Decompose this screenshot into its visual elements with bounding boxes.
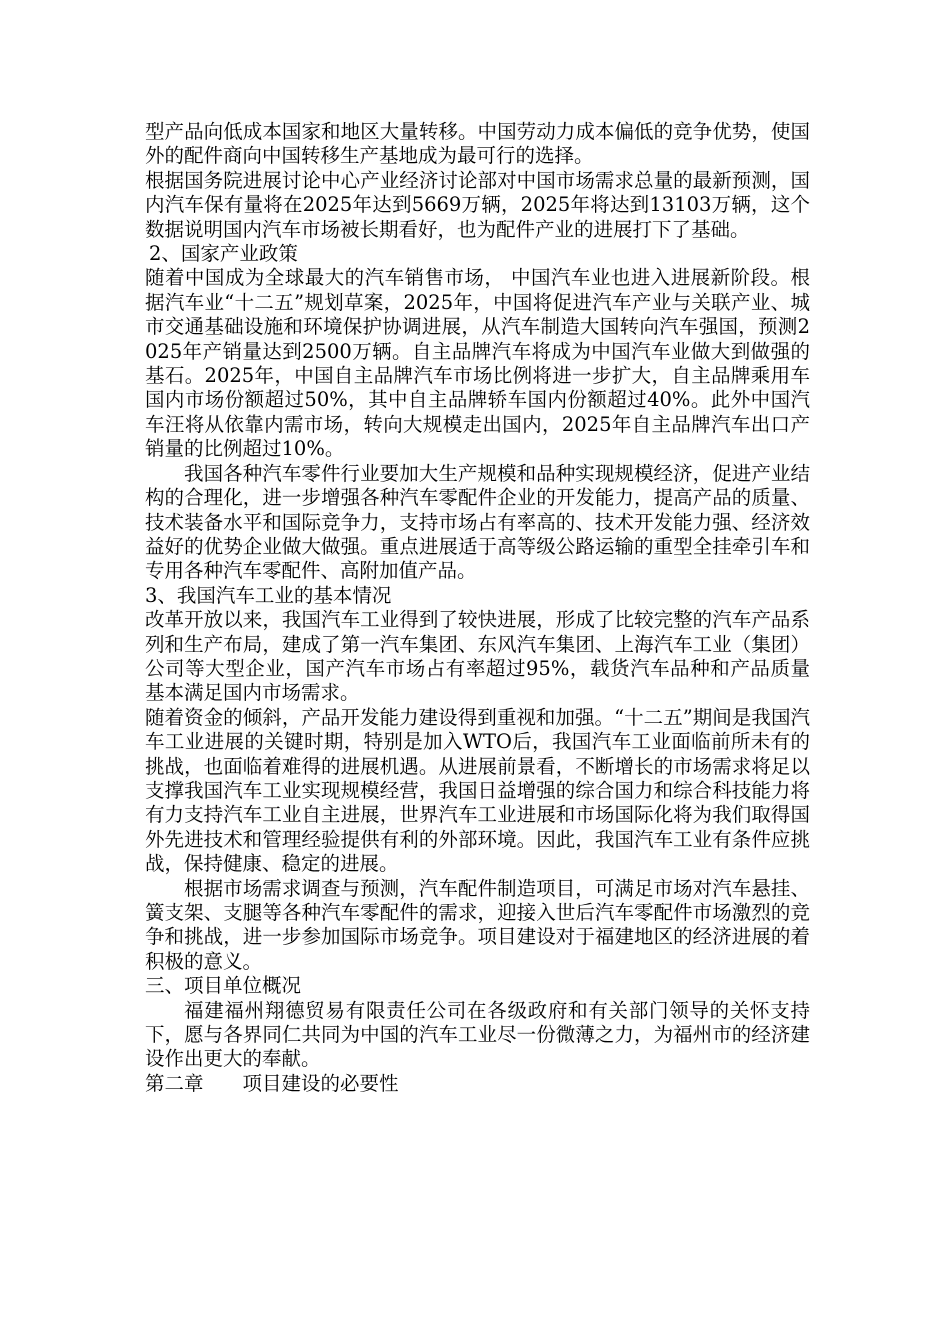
document-body [145, 120, 810, 1096]
paragraph-parts-industry: 我国各种汽车零件行业要加大生产规模和品种实现规模经济，促进产业结构的合理化，进一步增强各种汽车零配件企业的开发能力，提高产品的质量、技术装备水平和国际竞争力，支持市场占有率高的、技术开发能力强、经济效益好的优势企业做大做强。重点进展适于高等级公路运输的重型全挂牵引车和专用各种汽车零配件、高附加值产品。 [145, 461, 810, 583]
section-heading-industry-policy: 2、国家产业政策 [149, 242, 298, 266]
paragraph-market-forecast: 根据国务院进展讨论中心产业经济讨论部对中国市场需求总量的最新预测，国内汽车保有量将在2025年达到5669万辆，2025年将达到13103万辆，这个数据说明国内汽车市场被长期看好，也为配件产业的进展打下了基础。 [145, 168, 810, 241]
paragraph-reform-opening: 改革开放以来，我国汽车工业得到了较快进展，形成了比较完整的汽车产品系列和生产布局，建成了第一汽车集团、东风汽车集团、上海汽车工业（集团）公司等大型企业，国产汽车市场占有率超过95%，载货汽车品种和产品质量基本满足国内市场需求。 [145, 608, 810, 705]
section-heading-basic-situation: 3、我国汽车工业的基本情况 [145, 583, 392, 607]
paragraph-sales-market: 随着中国成为全球最大的汽车销售市场， 中国汽车业也进入进展新阶段。根据汽车业“十二五”规划草案，2025年，中国将促进汽车产业与关联产业、城市交通基础设施和环境保护协调进展，从汽车制造大国转向汽车强国，预测2025年产销量达到2500万辆。自主品牌汽车将成为中国汽车业做大到做强的基石。2025年，中国自主品牌汽车市场比例将进一步扩大，自主品牌乘用车国内市场份额超过50%，其中自主品牌轿车国内份额超过40%。此外中国汽车汪将从依靠内需市场，转向大规模走出国内，2025年自主品牌汽车出口产销量的比例超过10%。 [145, 266, 810, 461]
paragraph-labor-cost: 型产品向低成本国家和地区大量转移。中国劳动力成本偏低的竞争优势，使国外的配件商向中国转移生产基地成为最可行的选择。 [145, 120, 810, 168]
paragraph-demand-forecast: 根据市场需求调查与预测，汽车配件制造项目，可满足市场对汽车悬挂、簧支架、支腿等各种汽车零配件的需求，迎接入世后汽车零配件市场激烈的竞争和挑战，进一步参加国际市场竞争。项目建设对于福建地区的经济进展的着积极的意义。 [145, 876, 810, 973]
paragraph-capital-development: 随着资金的倾斜，产品开发能力建设得到重视和加强。“十二五”期间是我国汽车工业进展的关键时期，特别是加入WTO后，我国汽车工业面临前所未有的挑战，也面临着难得的进展机遇。从进展前景看，不断增长的市场需求将足以支撑我国汽车工业实现规模经营，我国日益增强的综合国力和综合科技能力将有力支持汽车工业自主进展，世界汽车工业进展和市场国际化将为我们取得国外先进技术和管理经验提供有利的外部环境。因此，我国汽车工业有条件应挑战，保持健康、稳定的进展。 [145, 705, 810, 876]
paragraph-company: 福建福州翔德贸易有限责任公司在各级政府和有关部门领导的关怀支持下，愿与各界同仁共同为中国的汽车工业尽一份微薄之力，为福州市的经济建设作出更大的奉献。 [145, 998, 810, 1071]
chapter-heading: 第二章 项目建设的必要性 [145, 1071, 399, 1095]
section-heading-company-overview: 三、项目单位概况 [145, 974, 302, 998]
